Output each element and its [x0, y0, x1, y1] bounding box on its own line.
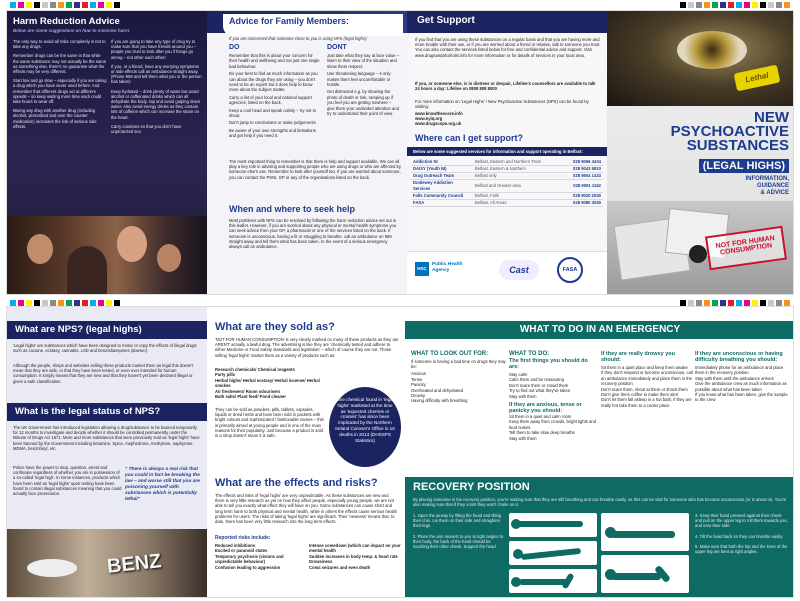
packets-image	[607, 201, 794, 295]
sold-list	[215, 367, 325, 399]
color-swatch	[720, 2, 726, 8]
drowsy-item: If they don't respond or become unconscious, call an ambulance immediately and place them in the recovery position	[601, 370, 693, 387]
anxious-item: Stay with them	[509, 435, 537, 441]
service-row	[411, 173, 603, 180]
color-swatch	[768, 2, 774, 8]
color-swatch	[760, 2, 766, 8]
color-swatch	[26, 2, 32, 8]
color-swatch	[34, 2, 40, 8]
do-item: Keep a cool head and speak calmly – try not to shout.	[229, 107, 317, 119]
recovery-steps-left	[413, 513, 505, 549]
drowsy-item: Don't let them fall asleep in a hot bath, if they are really hot take them to a cooler place	[601, 397, 692, 408]
color-swatch	[98, 2, 104, 8]
figure-body-shape	[517, 521, 583, 527]
drowsy-section	[601, 351, 693, 408]
drowsy-item: Sit them in a quiet place and keep them awake	[601, 365, 688, 370]
nps-p2: Although the people, shops and websites selling these products market them as legal this doesn't mean that they are safe, or that they have been tested, or even ever intended for human consumption. It simply means that they are new and that they haven't yet been declared illegal or given a safe classification.	[13, 363, 194, 384]
sold-outro: They can be sold as powders, pills, tablets, capsules, liquids or dried herbs and have been sold in packets with bright colours and sophisticated / fashionable names – this is primarily aimed at young people and is one of the main reasons for their popularity. Just because a product is sold in a shop doesn't mean it is safe.	[215, 407, 324, 439]
figure-body-shape	[611, 573, 661, 580]
sold-item: Party pills	[215, 372, 236, 378]
risk-item: Temporary psychosis (visions and unpredictable behaviour)	[215, 553, 284, 565]
nps-title: What are NPS? (legal highs)	[15, 324, 142, 335]
nps-panel	[7, 307, 207, 598]
when-text: Most problems with NPS can be resolved by following the harm reduction advice set out in this leaflet. However, if you are worried about any physical or mental health symptoms you can seek advice from your GP, a pharmacist or one of the services listed on the back. If someone is unconscious, having a fit or struggling to breathe, call an ambulance on 999 straight away and tell them what has been taken. In the event of a serious emergency always call an ambulance.	[229, 218, 397, 250]
look-item: Overheated and dehydrated	[411, 387, 464, 393]
drugs-photo	[7, 529, 207, 598]
figure-head-shape	[511, 519, 521, 529]
benz-packet-text: BENZ	[105, 550, 163, 578]
breathing-section	[695, 351, 791, 403]
tagline-line: & ADVICE	[760, 190, 789, 196]
eye-image	[607, 11, 794, 106]
face-shape	[27, 234, 53, 264]
service-area: Belfast only	[473, 173, 562, 180]
not-for-human-stamp: NOT FOR HUMAN CONSUMPTION	[705, 226, 787, 271]
service-row	[411, 200, 603, 207]
support-panel	[407, 11, 607, 295]
family-note: The most important thing to remember is that there is help and support available. We can all play a key role in advising and supporting people who are using drugs or who are affected by someone else's use. Remember to look after yourself too. If you are worried about someone, you can contact the PSNI, GP or any of the organisations listed on the back.	[229, 159, 401, 180]
do-list	[229, 53, 321, 139]
figure-leg-shape	[561, 573, 574, 590]
recovery-step: 2. Place the arm nearest to you at right angles to their body, the back of the hand should be touching their other cheek. Support the head.	[413, 533, 504, 550]
service-name: Falls Community Council	[411, 193, 473, 200]
breathing-item: Give the ambulance crew as much information as possible about what has been taken	[695, 381, 787, 392]
color-swatch	[90, 2, 96, 8]
figure-head-shape	[511, 577, 521, 587]
risk-item: Excited or paranoid states	[215, 548, 268, 554]
anxious-item: Keep them away from crowds, bright lights and loud noises	[509, 419, 597, 430]
risks-right	[309, 543, 401, 570]
reported-title: Reported risks include:	[215, 535, 271, 541]
where-title: Where can I get support?	[415, 133, 524, 143]
recovery-figure	[509, 569, 597, 593]
emergency-title: WHAT TO DO IN AN EMERGENCY	[519, 324, 681, 335]
dont-list	[327, 53, 399, 116]
figure-body-shape	[521, 548, 581, 560]
color-swatch	[58, 2, 64, 8]
color-swatch	[18, 2, 24, 8]
family-title: Advice for Family Members:	[229, 16, 350, 26]
recovery-step: 1. Open the airway by lifting the head and tilting their chin. Lie them on their side and straighten their legs.	[413, 513, 502, 529]
nps-p1: 'Legal highs' are substances which have been designed to mimic or copy the effects of illegal drugs such as cocaine, ecstasy, cannabis, LSD and benzodiazepines (downer).	[13, 343, 197, 354]
service-area: Belfast, Falls	[473, 193, 562, 200]
print-color-bar-top	[0, 0, 800, 10]
figure-head-shape	[605, 527, 616, 538]
do-label: DO	[229, 44, 240, 51]
cast-logo: Cast	[499, 260, 539, 280]
sold-item: Air fresheners/ Room odourisers	[215, 388, 281, 394]
color-swatch	[776, 2, 782, 8]
effects-p1: The effects and risks of 'legal highs' are very unpredictable. As these substances are new and there is very little research as yet on how they affect people, especially young people, we are not able to tell you exactly what effect they will have on you. Some substances can cause short and long term harm to both physical and mental health, while in others the effects cause serious health problems for users. The risks of taking 'legal highs' are significant. Their 'newness' means that, to date, there has been very little research into the long term effects.	[215, 493, 397, 525]
dont-item: Get distracted e.g. by showing the photo of death or risk, ramping up if you feel you are getting nowhere – give them your undivided attention and try to understand their point of view.	[327, 89, 399, 117]
color-swatch	[106, 2, 112, 8]
inside-spread	[6, 306, 794, 598]
risks-left	[215, 543, 305, 570]
tagline-line: INFORMATION,	[745, 176, 789, 182]
service-area: Belfast and Greater area	[473, 180, 562, 193]
harm-paragraph: If you are going to take any type of drug try to make sure that you have friends around you – people you trust to look after you if things go wrong – not other each other!	[111, 39, 197, 60]
color-swatch	[688, 2, 694, 8]
todo-title: WHAT TO DO:	[509, 351, 550, 357]
do-item: Be aware of your own strengths and limitations and get help if you need it.	[229, 127, 316, 139]
color-swatch	[712, 2, 718, 8]
dont-item: Use threatening language – it only makes them feel uncomfortable or hostile.	[327, 71, 391, 88]
logos-row	[407, 251, 607, 295]
anxious-item: Tell them to take slow deep breaths	[509, 430, 575, 436]
todo-item: Stay with them	[509, 393, 537, 399]
skull-icon	[689, 245, 707, 263]
color-swatch	[74, 2, 80, 8]
color-swatch	[680, 2, 686, 8]
look-section	[411, 351, 507, 404]
body-shape	[67, 246, 107, 295]
emergency-panel	[405, 307, 794, 598]
color-swatch	[704, 2, 710, 8]
risk-item: Coma seizures and even death	[309, 564, 371, 570]
risk-item: Sudden increases in body temp. & heart rate	[309, 553, 398, 559]
recovery-figure	[601, 513, 689, 551]
todo-section	[509, 351, 597, 441]
link[interactable]: www.knowthescore.info	[415, 111, 463, 116]
outside-spread	[6, 10, 794, 295]
harm-paragraph: Remember drugs can be the same in that while the same substance may not actually be the same as something else, there's no guarantee what the effects may be very different.	[13, 53, 107, 75]
harm-title: Harm Reduction Advice	[13, 16, 120, 27]
breathing-item: Stay with them until the ambulance arrives	[695, 375, 774, 381]
service-name: FASA	[411, 200, 473, 207]
pha-logo-text: Public Health Agency	[432, 262, 463, 273]
recovery-illustrations-left	[509, 513, 597, 593]
color-swatch	[50, 2, 56, 8]
figure-body-shape	[611, 531, 675, 538]
face-shape	[117, 226, 147, 262]
do-item: Don't jump to conclusions or make judgements	[229, 120, 316, 126]
legal-p1: The UK Government has introduced legislation allowing a drug/substance to be banned temporarily for 12 months to investigate and decide whether it should be controlled permanently under the Misuse of Drugs Act 1971. More and more substances that were previously sold as 'legal highs' have been banned by the Government including ketamine, Spice, mephedrone, methylone, naphyrone, MDMA, benzofuryl, etc.	[13, 425, 200, 451]
look-intro: If someone is having a bad time on drugs they may be:	[411, 359, 506, 370]
service-area: Belfast, Eastern and Northern Trust	[473, 159, 562, 166]
legal-title-band	[7, 403, 207, 421]
color-swatch	[66, 2, 72, 8]
harm-col1	[13, 39, 107, 189]
service-row	[411, 180, 603, 193]
recovery-step: 3. Keep their hand pressed against their cheek and pull on the upper leg to roll them towards you, and onto their side.	[695, 513, 788, 529]
drowsy-title: If they are really drowsy you should:	[601, 351, 675, 363]
services-table	[411, 159, 603, 207]
anxious-item: Sit them in a quiet and calm room	[509, 414, 572, 420]
service-phone: 028 9061 1162	[562, 180, 603, 193]
figure-head-shape	[513, 549, 523, 559]
todo-item: Calm them and be reassuring	[509, 377, 564, 383]
family-panel	[207, 11, 407, 295]
todo-item: Don't scare them or crowd them	[509, 382, 569, 388]
sold-item: Herbal highs/ Herbal ecstasy/ Herbal incense/ Herbal smokes	[215, 377, 320, 389]
link[interactable]: www.drugscope.org.uk	[415, 121, 462, 127]
recovery-figure	[601, 555, 689, 593]
cover-title-line: NEW	[754, 109, 789, 126]
risk-item: Confusion leading to aggression	[215, 564, 281, 570]
lifeline-text: If you, or someone else, is in distress or despair, Lifeline's counsellors are available to talk 24 hours a day: Lifeline on 0808 808 8000	[415, 81, 596, 92]
sold-item: Bath salts/ Plant feed/ Pond cleaner	[215, 394, 286, 400]
risk-item: Intense comedown (which can impact on your mental health	[309, 543, 401, 554]
effects-title: What are the effects and risks?	[215, 477, 378, 489]
table-intro: Below are some suggested services for information and support operating in Belfast:	[407, 147, 607, 156]
legal-quote: " There is always a real risk that you could in fact be breaking the law – and worse still that you are poisoning yourself with substances which is potentially lethal"	[125, 467, 200, 502]
cover-title	[671, 111, 789, 153]
more-info-text: For more information on 'Legal Highs' / New Psychoactive Substances (NPS) can be found by visiting:	[415, 99, 589, 110]
fasa-logo: FASA	[557, 257, 583, 283]
recovery-section	[405, 477, 794, 598]
anxious-title: If they are anxious, tense or panicky you should:	[509, 402, 582, 415]
do-item: Carry a list of your local and national support agencies, listed on the back.	[229, 94, 312, 106]
recovery-title: RECOVERY POSITION	[413, 481, 530, 493]
harm-reduction-panel	[7, 11, 207, 295]
breathing-item: Immediately phone for an ambulance and place them in the recovery position	[695, 365, 784, 376]
face-shape	[157, 244, 181, 272]
emergency-title-band	[405, 321, 794, 339]
color-swatch	[696, 2, 702, 8]
service-row	[411, 166, 603, 173]
recovery-steps-right	[695, 513, 789, 554]
dont-item: Just take what they say at face value – listen to their view of the situation and show them respect.	[327, 53, 399, 69]
recovery-step: 4. Tilt the head back so they can breathe easily.	[695, 533, 784, 539]
family-intro: If you are concerned that someone close to you is using NPS (legal highs):	[229, 36, 368, 41]
recovery-step: 5. Make sure that both the hip and the knee of the upper leg are bent at right angles.	[695, 543, 788, 555]
cover-subtitle: (LEGAL HIGHS)	[699, 159, 789, 173]
recovery-illustrations-right	[601, 513, 689, 593]
service-phone: 028 9043 5810	[562, 166, 603, 173]
powder-shape	[27, 559, 77, 577]
service-phone: 028 9504 1433	[562, 173, 603, 180]
color-swatch	[728, 2, 734, 8]
color-swatch	[752, 2, 758, 8]
when-title: When and where to seek help	[229, 204, 356, 214]
color-swatch	[784, 2, 790, 8]
look-item: Anxious	[411, 371, 426, 377]
people-photo	[7, 216, 207, 295]
todo-item: Stay calm	[509, 372, 528, 377]
service-phone: 028 9080 3040	[562, 200, 603, 207]
risk-item: Reduced inhibitions	[215, 543, 256, 548]
service-name: DAISY (Youth NI)	[411, 166, 473, 173]
service-area: Belfast, Eastern & Northern	[473, 166, 562, 173]
figure-head-shape	[605, 569, 616, 580]
family-title-box	[223, 14, 403, 36]
look-item: Tense	[411, 376, 423, 382]
sold-effects-panel	[207, 307, 405, 598]
sold-intro: 'NOT FOR HUMAN CONSUMPTION' is very clearly marked on many of these products as they are AREN'T actually a lawful drug. The advertising is like they are 'chemically tested and adhere to either Medicine or Food Safety standards and legislation' – which of course they are not. Those selling 'legal highs' market them as a variety of products such as:	[215, 337, 399, 358]
link[interactable]: www.nyiq.org	[415, 116, 443, 122]
cover-title-line: SUBSTANCES	[686, 137, 789, 154]
color-swatch	[82, 2, 88, 8]
todo-sub: The first things you should do are:	[509, 358, 588, 370]
look-item: Drowsy	[411, 393, 425, 399]
color-swatch	[736, 2, 742, 8]
cover-title-line: PSYCHOACTIVE	[670, 123, 789, 140]
breathing-item: If you know what has been taken, give the sample to the crew	[695, 392, 788, 403]
dont-label: DONT	[327, 44, 347, 51]
service-name: Dunlewey Addiction Services	[411, 180, 473, 193]
cover-tagline	[745, 176, 789, 197]
service-phone: 028 9020 2030	[562, 193, 603, 200]
harm-paragraph: The only way to avoid all risks completely is not to take any drugs.	[13, 39, 106, 50]
color-swatch	[42, 2, 48, 8]
look-title: WHAT TO LOOK OUT FOR:	[411, 351, 489, 357]
harm-paragraph: If you, or a friend, have any worrying symptoms or side effects call an ambulance straight away. (Phone 999 and tell them what you or the person has taken)	[111, 63, 202, 85]
do-item: Do your best to find as much information as you can about the drugs they are using – you don't need to be an expert but it does help to know more about the subject matter.	[229, 71, 318, 93]
service-name: Addiction NI	[411, 159, 473, 166]
drowsy-item: Don't give them coffee to make them alert	[601, 392, 679, 398]
lethal-pill: Lethal	[734, 65, 781, 92]
service-phone: 028 9066 4434	[562, 159, 603, 166]
service-row	[411, 193, 603, 200]
links-list	[415, 111, 601, 127]
legal-p2: Police have the power to stop, question, arrest and confiscate regardless of whether you are in possession of a so-called 'legal high'. In some instances, products which have been sold as 'legal highs' upon testing have been found to contain illegal substances meaning that you could actually face prosecution.	[13, 465, 122, 497]
support-title: Get Support	[417, 15, 475, 26]
support-header-band	[407, 11, 607, 33]
hsc-logo: HSC	[415, 262, 429, 276]
tagline-line: GUIDANCE	[756, 183, 789, 189]
harm-paragraph: Keep hydrated – drink plenty of water but avoid alcohol or caffeinated drinks which can all dehydrate the body. Sip and avoid gulping down water. Also avoid energy drinks as they contain lots of caffeine which can increase the strain on the heart.	[111, 88, 201, 120]
todo-item: Try to find out what they've taken	[509, 388, 571, 394]
service-name: Drug Outreach Team	[411, 173, 473, 180]
color-swatch	[744, 2, 750, 8]
harm-paragraph: Start low and go slow – especially if you are taking a drug which you have never used before. And remember that different drugs act at different speeds – so keep waiting more time each could take hours to wear off.	[13, 78, 107, 105]
do-item: Remember that this is about your concern for their health and wellbeing and not just one single bad behaviour.	[229, 53, 320, 69]
harm-col2	[111, 39, 203, 214]
eye-iris	[677, 31, 747, 69]
breathing-title: If they are unconscious or having difficulty breathing you should:	[695, 351, 783, 363]
drowsy-item: Don't scare them, shout at them or shock them	[601, 386, 688, 392]
support-text: If you find that you are using these substances on a regular basis and that you are having more and more trouble with their use, or if you are worried about a friend or relative, talk to someone you trust. You can also contact the services listed below for free and confidential advice and support. Visit www.drugsandalcoholni.info for more information or for details of services in your local area.	[415, 37, 601, 58]
recovery-figure	[509, 541, 597, 565]
nps-title-band	[7, 321, 207, 339]
sold-item: Research chemicals/ Chemical reagents	[215, 367, 295, 372]
legal-title: What is the legal status of NPS?	[15, 406, 161, 417]
risk-item: Drowsiness	[309, 559, 333, 565]
recovery-figure	[509, 513, 597, 537]
callout-circle: One chemical found in 'legal highs' marketed at the time as 'expected cherries or crosses' has since been implicated by the Northern Ireland Coroner's Office in 16 deaths in 2013 (DHSSPS Statistics)	[329, 387, 401, 467]
color-swatch	[114, 2, 120, 8]
harm-subtitle: Below are some suggestions on how to minimise harm:	[13, 29, 131, 34]
harm-paragraph: Mixing any drug with another drug (including alcohol, prescribed and over the counter medication) increases the risk of serious side effects.	[13, 108, 97, 129]
service-area: Belfast, All Areas	[473, 200, 562, 207]
color-swatch	[10, 2, 16, 8]
look-item: Having difficulty with breathing	[411, 398, 468, 404]
recovery-intro: By placing someone in the recovery position, you're making sure that they are still breathing and can breathe easily, as this can be vital for someone who has become unconscious (or is about to). You're also making sure that if they vomit they won't choke on it.	[413, 497, 787, 508]
cover-panel	[607, 11, 794, 295]
sold-title: What are they sold as?	[215, 321, 335, 333]
harm-paragraph: Carry condoms so that you don't have unprotected sex.	[111, 123, 182, 135]
look-item: Panicky	[411, 382, 426, 388]
